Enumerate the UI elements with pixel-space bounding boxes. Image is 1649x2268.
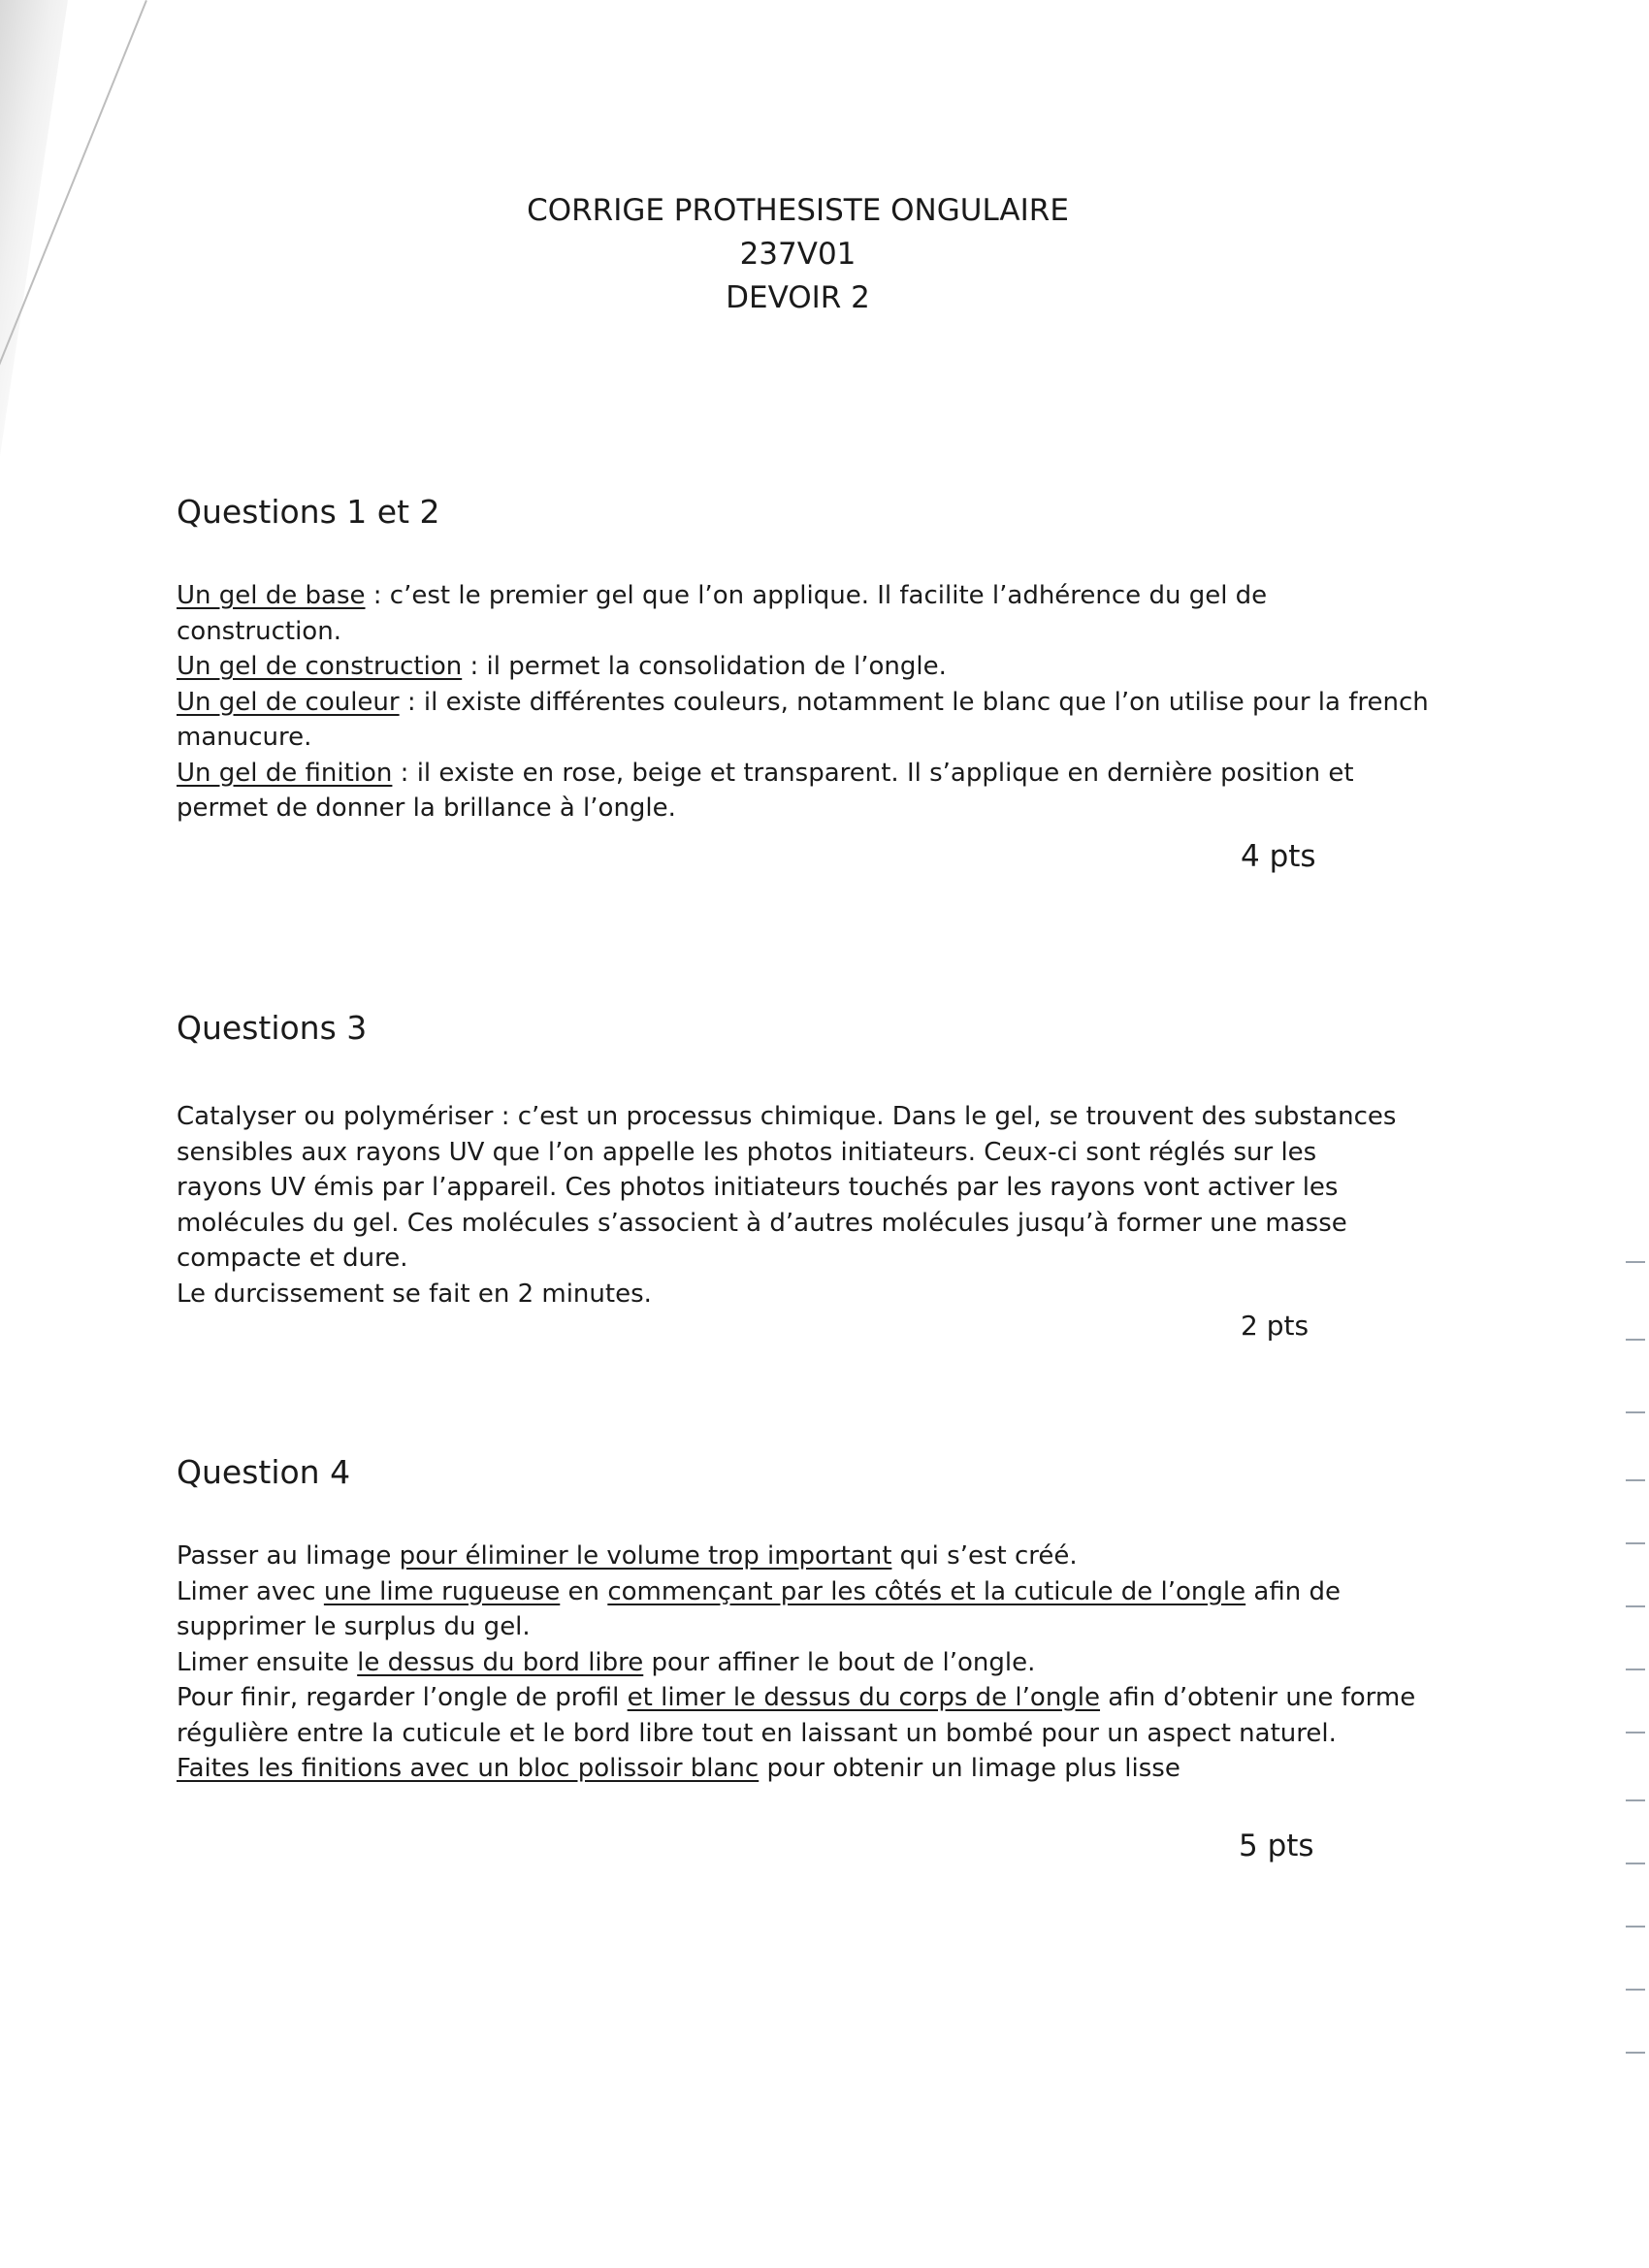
text: afin de supprimer le surplus du gel. bbox=[177, 1576, 1341, 1641]
term: Un gel de construction bbox=[177, 652, 463, 681]
section-body bbox=[177, 578, 1438, 826]
definition-construction-gel bbox=[177, 649, 1438, 685]
text: Limer ensuite bbox=[177, 1647, 358, 1677]
header-title: CORRIGE PROTHESISTE ONGULAIRE bbox=[527, 193, 1069, 228]
underlined-text: le dessus du bord libre bbox=[357, 1647, 644, 1677]
paragraph: Le durcissement se fait en 2 minutes. bbox=[177, 1279, 652, 1309]
underlined-text: Faites les finitions avec un bloc polissoir blanc bbox=[177, 1754, 760, 1783]
underlined-text: pour éliminer le volume trop important bbox=[399, 1541, 892, 1571]
step-line bbox=[177, 1539, 1428, 1574]
scan-edge-marks bbox=[1610, 1242, 1649, 2076]
paragraph: Catalyser ou polymériser : c’est un processus chimique. Dans le gel, se trouvent des substances sensibles aux rayons UV que l’on appelle les photos initiateurs. Ceux-ci sont réglés sur les rayons UV émis par l’appareil. Ces photos initiateurs touchés par les rayons vont activer les molécules du gel. Ces molécules s’associent à d’autres molécules jusqu’à former une masse compacte et dure. bbox=[177, 1102, 1397, 1273]
underlined-text: et limer le dessus du corps de l’ongle bbox=[627, 1683, 1101, 1712]
text: Passer au limage bbox=[177, 1541, 400, 1571]
header-code: 237V01 bbox=[739, 237, 857, 272]
definition-color-gel bbox=[177, 685, 1438, 756]
header-assignment: DEVOIR 2 bbox=[726, 280, 870, 315]
definition: : il permet la consolidation de l’ongle. bbox=[462, 652, 947, 681]
definition: : il existe en rose, beige et transparent. Il s’applique en dernière position et permet de donner la brillance à l’ongle. bbox=[177, 758, 1354, 823]
section-body bbox=[177, 1539, 1428, 1787]
text: Limer avec bbox=[177, 1576, 324, 1606]
definition: : il existe différentes couleurs, notamment le blanc que l’on utilise pour la french manucure. bbox=[177, 687, 1429, 752]
section-question-3 bbox=[177, 1009, 1438, 1312]
step-line bbox=[177, 1680, 1428, 1751]
section-title: Questions 1 et 2 bbox=[177, 493, 440, 531]
document-header bbox=[0, 189, 1596, 320]
step-line bbox=[177, 1645, 1428, 1681]
text: afin d’obtenir une forme régulière entre la cuticule et le bord libre tout en laissant un bombé pour un aspect naturel. bbox=[177, 1683, 1416, 1748]
points-section-2: 2 pts bbox=[1241, 1310, 1310, 1342]
definition-base-gel bbox=[177, 578, 1438, 649]
section-title: Question 4 bbox=[177, 1453, 351, 1491]
step-line bbox=[177, 1751, 1428, 1787]
text: pour affiner le bout de l’ongle. bbox=[643, 1647, 1036, 1677]
points-section-3: 5 pts bbox=[1239, 1829, 1314, 1863]
text: qui s’est créé. bbox=[891, 1541, 1078, 1571]
underlined-text: une lime rugueuse bbox=[323, 1576, 561, 1606]
term: Un gel de finition bbox=[177, 758, 393, 788]
term: Un gel de base bbox=[177, 581, 366, 610]
section-body bbox=[177, 1099, 1399, 1312]
section-question-4 bbox=[177, 1453, 1438, 1787]
text: en bbox=[560, 1576, 608, 1606]
points-section-1: 4 pts bbox=[1241, 839, 1316, 874]
section-title: Questions 3 bbox=[177, 1009, 368, 1047]
section-questions-1-2 bbox=[177, 493, 1438, 826]
definition: : c’est le premier gel que l’on applique. Il facilite l’adhérence du gel de construction. bbox=[177, 581, 1268, 646]
step-line bbox=[177, 1574, 1428, 1645]
text: pour obtenir un limage plus lisse bbox=[759, 1754, 1180, 1783]
underlined-text: commençant par les côtés et la cuticule de l’ongle bbox=[607, 1576, 1246, 1606]
text: Pour finir, regarder l’ongle de profil bbox=[177, 1683, 628, 1712]
term: Un gel de couleur bbox=[177, 687, 400, 717]
definition-finish-gel bbox=[177, 756, 1438, 826]
